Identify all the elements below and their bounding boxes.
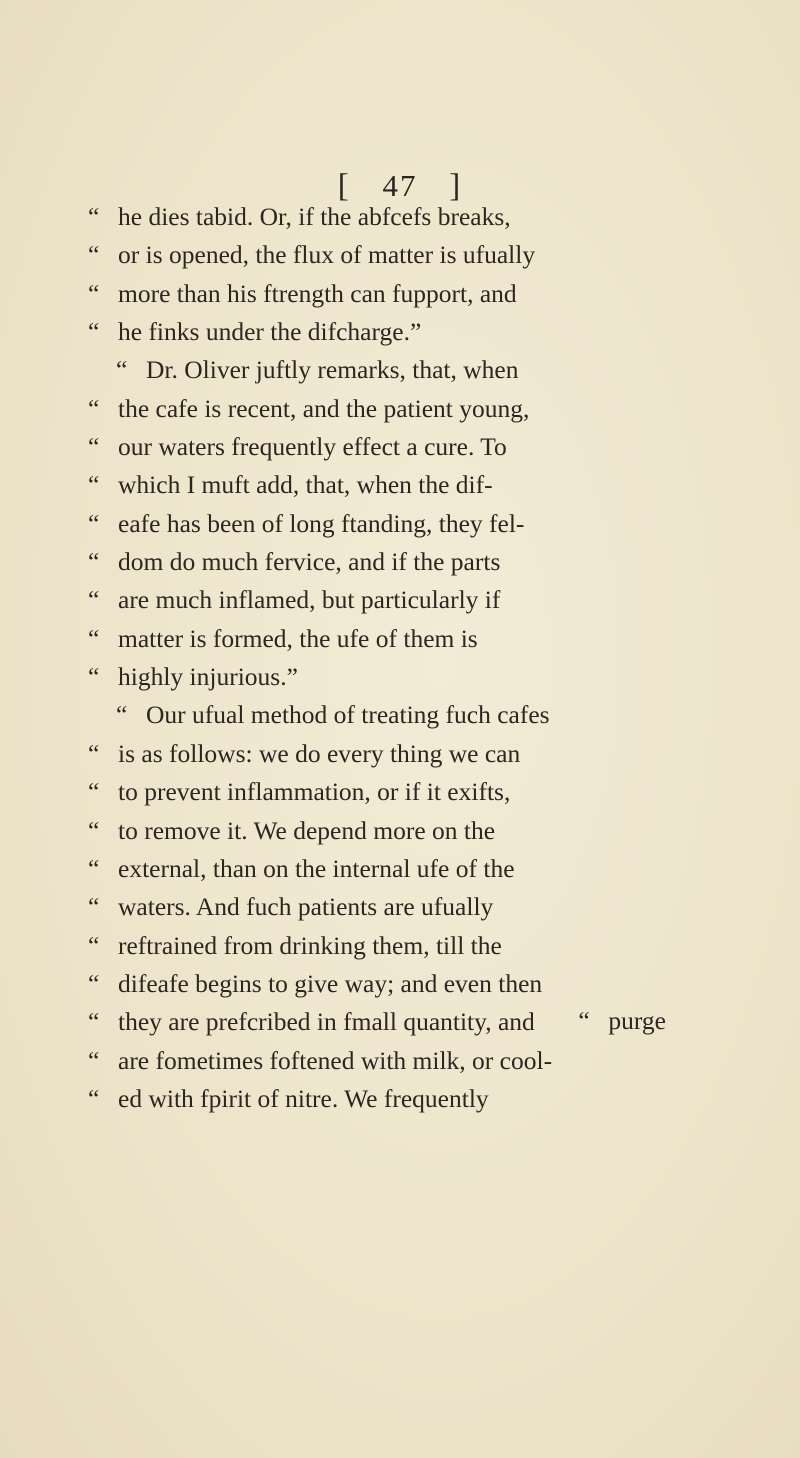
text-line — [88, 965, 738, 1003]
quote-mark: “ — [88, 930, 100, 960]
line-text: external, than on the internal ufe of the — [118, 853, 515, 883]
quote-mark: “ — [88, 815, 100, 845]
line-text: they are prefcribed in fmall quantity, and — [118, 1007, 535, 1037]
text-line — [88, 850, 738, 888]
line-text: to prevent inflammation, or if it exifts, — [118, 777, 511, 807]
quote-mark: “ — [88, 853, 100, 883]
text-line — [88, 581, 738, 619]
quote-mark: “ — [88, 278, 100, 308]
line-text: he dies tabid. Or, if the abfcefs breaks, — [118, 202, 511, 231]
text-line — [88, 543, 738, 581]
text-line — [88, 275, 738, 313]
quote-mark: “ — [88, 393, 100, 423]
text-line — [88, 735, 738, 773]
text-line — [88, 466, 738, 504]
line-text: the cafe is recent, and the patient young, — [118, 393, 530, 423]
text-line — [88, 1042, 738, 1080]
text-line — [88, 658, 738, 696]
quote-mark: “ — [116, 355, 128, 385]
quote-mark: “ — [88, 1007, 100, 1037]
line-text: more than his ftrength can fupport, and — [118, 278, 517, 308]
quote-mark: “ — [88, 508, 100, 538]
line-text: waters. And fuch patients are ufually — [118, 892, 494, 922]
header-open-bracket: [ — [337, 168, 351, 204]
quote-mark: “ — [88, 240, 100, 270]
line-text: eafe has been of long ftanding, they fel- — [118, 508, 525, 538]
line-text: difeafe begins to give way; and even then — [118, 968, 543, 998]
text-line — [88, 351, 738, 389]
text-line — [88, 927, 738, 965]
text-line — [88, 888, 738, 926]
quote-mark: “ — [88, 968, 100, 998]
line-text: he finks under the difcharge.” — [118, 317, 422, 347]
quote-mark: “ — [88, 777, 100, 807]
text-line — [88, 198, 738, 236]
quote-mark: “ — [88, 547, 100, 577]
quote-mark: “ — [88, 623, 100, 653]
quote-mark: “ — [88, 202, 100, 231]
quote-mark: “ — [88, 317, 100, 347]
line-text: Our ufual method of treating fuch cafes — [146, 700, 550, 730]
line-text: ed with fpirit of nitre. We frequently — [118, 1083, 489, 1113]
line-text: matter is formed, the ufe of them is — [118, 623, 478, 653]
line-text: dom do much fervice, and if the parts — [118, 547, 501, 577]
quote-mark: “ — [88, 1083, 100, 1113]
line-text: our waters frequently effect a cure. To — [118, 432, 507, 462]
line-text: or is opened, the flux of matter is ufually — [118, 240, 536, 270]
catchword-text: purge — [608, 1006, 666, 1035]
body-text — [88, 198, 738, 1118]
line-text: reftrained from drinking them, till the — [118, 930, 502, 960]
quote-mark: “ — [88, 892, 100, 922]
text-line — [88, 812, 738, 850]
catchword — [578, 1006, 666, 1036]
quote-mark: “ — [88, 470, 100, 500]
line-text: are much inflamed, but particularly if — [118, 585, 501, 615]
text-line — [88, 1080, 738, 1118]
text-line — [88, 696, 738, 734]
line-text: highly injurious.” — [118, 662, 298, 692]
text-line — [88, 505, 738, 543]
line-text: which I muft add, that, when the dif- — [118, 470, 493, 500]
page-number: 47 — [382, 168, 418, 203]
header-close-bracket: ] — [449, 168, 463, 204]
text-line — [88, 313, 738, 351]
quote-mark: “ — [88, 432, 100, 462]
text-line — [88, 236, 738, 274]
quote-mark: “ — [88, 1045, 100, 1075]
text-line — [88, 428, 738, 466]
line-text: are fometimes foftened with milk, or cool- — [118, 1045, 553, 1075]
line-text: Dr. Oliver juftly remarks, that, when — [146, 355, 519, 385]
quote-mark: “ — [88, 738, 100, 768]
text-line — [88, 620, 738, 658]
text-line — [88, 773, 738, 811]
quote-mark: “ — [88, 662, 100, 692]
quote-mark: “ — [88, 585, 100, 615]
quote-mark: “ — [116, 700, 128, 730]
quote-mark: “ — [578, 1006, 590, 1035]
line-text: is as follows: we do every thing we can — [118, 738, 521, 768]
line-text: to remove it. We depend more on the — [118, 815, 496, 845]
text-line — [88, 390, 738, 428]
